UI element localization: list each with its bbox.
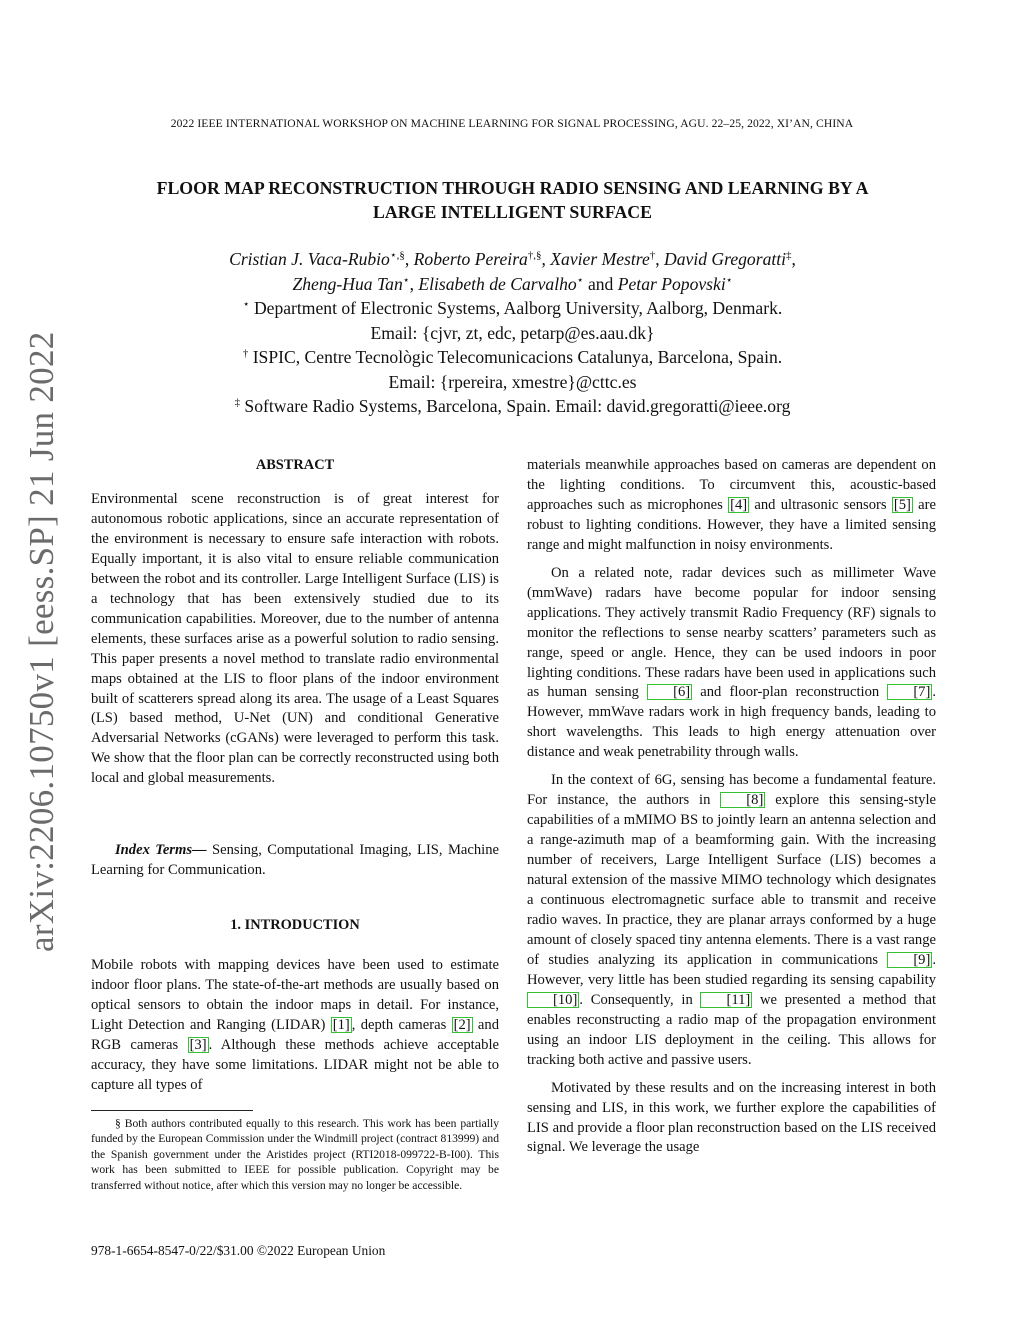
arxiv-identifier: arXiv:2206.10750v1 [eess.SP] 21 Jun 2022 (22, 331, 61, 952)
citation-link[interactable]: [7] (887, 684, 932, 700)
affiliation-3 (90, 394, 935, 419)
citation-link[interactable]: [8] (720, 792, 765, 808)
affiliation-2-email: Email: {rpereira, xmestre}@cttc.es (388, 371, 637, 392)
author-mark: †,§ (527, 249, 542, 262)
author-name: Elisabeth de Carvalho (418, 273, 577, 294)
author-name: Petar Popovski (617, 273, 726, 294)
citation-link[interactable]: [6] (647, 684, 692, 700)
author-conjunction: and (587, 273, 614, 294)
paper-title (90, 176, 935, 224)
citation-link[interactable]: [11] (700, 992, 752, 1008)
introduction-heading: 1. INTRODUCTION (230, 917, 360, 933)
abstract-text: Environmental scene reconstruction is of great interest for autonomous robotic applications, since an accurate representation of the environment is necessary to ensure safe interaction with robots. Equally important, it is also vital to ensure reliable communication between the robot and its controller. Large Intelligent Surface (LIS) is a technology that has been extensively studied due to its communication capabilities. Moreover, due to the number of antenna elements, these surfaces arise as a powerful solution to radio sensing. This paper presents a novel method to translate radio environmental maps obtained at the LIS to floor plans of the indoor environment built of scatterers spread along its area. The usage of a Least Squares (LS) based method, U-Net (UN) and conditional Generative Adversarial Networks (cGANs) were leveraged to perform this task. We show that the floor plan can be correctly reconstructed using both local and global measurements. (91, 491, 499, 787)
author-mark: ⋆ (576, 273, 584, 286)
citation-link[interactable]: [1] (332, 1016, 350, 1033)
author-mark: ‡ (786, 249, 792, 262)
affiliation-text: Software Radio Systems, Barcelona, Spain. Email: david.gregoratti@ieee.org (244, 396, 791, 416)
author-name: Roberto Pereira (413, 249, 528, 269)
title-line-2: LARGE INTELLIGENT SURFACE (373, 202, 652, 222)
citation-link[interactable]: [4] (730, 496, 748, 513)
affiliation-1 (90, 296, 935, 321)
index-terms-text: Sensing, Computational Imaging, LIS, Machine Learning for Communication. (91, 842, 499, 878)
author-name: Xavier Mestre (550, 249, 650, 269)
affiliation-text: ISPIC, Centre Tecnològic Telecomunicacions Catalunya, Barcelona, Spain. (252, 347, 783, 367)
affiliation-mark: ‡ (234, 396, 241, 409)
affiliation-2 (90, 345, 935, 370)
affiliation-mark: ⋆ (242, 298, 250, 311)
footnote-divider (91, 1110, 253, 1111)
affiliation-1-email: Email: {cjvr, zt, edc, petarp@es.aau.dk} (370, 322, 655, 343)
author-name: Zheng-Hua Tan (292, 273, 403, 294)
citation-link[interactable]: [9] (887, 952, 932, 968)
citation-link[interactable]: [10] (527, 992, 579, 1008)
intro-paragraph-1: Mobile robots with mapping devices have been used to estimate indoor floor plans. The state-of-the-art methods are usually based on optical sensors to obtain the indoor maps in detail. For instance, Light Detection and Ranging (LIDAR) [1] , depth cameras [2] and RGB cameras [3] . Although these methods achieve acceptable accuracy, they have some limitations. LIDAR might not be able to capture all types of (91, 957, 499, 1093)
author-mark: ⋆ (725, 273, 733, 286)
index-terms (91, 841, 499, 881)
copyright-footer: 978-1-6654-8547-0/22/$31.00 ©2022 European Union (91, 1243, 386, 1258)
affiliation-mark: † (242, 347, 249, 360)
affiliation-text: Department of Electronic Systems, Aalborg University, Aalborg, Denmark. (253, 298, 783, 318)
author-line-1: Cristian J. Vaca-Rubio⋆,§, Roberto Pereira†,§, Xavier Mestre†, David Gregoratti‡, (229, 249, 796, 269)
index-terms-label: Index Terms— (115, 842, 207, 858)
author-mark: † (649, 249, 656, 262)
author-mark: ⋆,§ (389, 249, 405, 262)
conference-header: 2022 IEEE INTERNATIONAL WORKSHOP ON MACHINE LEARNING FOR SIGNAL PROCESSING, AGU. 22–25, 2022, XI’AN, CHINA (170, 117, 854, 130)
citation-link[interactable]: [5] (893, 496, 911, 513)
footnote (91, 1116, 499, 1193)
author-mark: ⋆ (402, 273, 410, 286)
paragraph: Motivated by these results and on the increasing interest in both sensing and LIS, in this work, we further explore the capabilities of LIS and provide a floor plan reconstruction based on the LIS received signal. We leverage the usage (527, 1079, 936, 1156)
footnote-text: § Both authors contributed equally to this research. This work has been partially funded by the European Commission under the Windmill project (contract 813999) and the Spanish government under the Aristides project (RTI2018-099722-B-I00). This work has been submitted to IEEE for possible publication. Copyright may be transferred without notice, after which this version may no longer be accessible. (91, 1117, 499, 1192)
author-block (90, 247, 935, 419)
title-line-1: FLOOR MAP RECONSTRUCTION THROUGH RADIO SENSING AND LEARNING BY A (156, 178, 869, 198)
author-name: David Gregoratti (664, 249, 787, 269)
right-column (527, 456, 936, 1158)
paragraph: In the context of 6G, sensing has become a fundamental feature. For instance, the authors in [8] explore this sensing-style capabilities of a mMIMO BS to jointly learn an antenna selection and a range-azimuth map of a beamforming gain. With the increasing number of receivers, Large Intelligent Surface (LIS) becomes a natural extension of the massive MIMO technology which designates a continuous electromagnetic surface able to transmit and receive radio waves. In practice, they are planar arrays conformed by a huge amount of closely spaced tiny antenna elements. There is a vast range of studies analyzing its application in communications [9] . However, very little has been studied regarding its sensing capability [10] . Consequently, in [11] we presented a method that enables reconstructing a radio map of the propagation environment using an indoor LIS deployment in the ceiling. This allows for tracking both active and passive users. (527, 772, 936, 1068)
introduction-body (91, 956, 499, 1096)
paragraph: On a related note, radar devices such as millimeter Wave (mmWave) radars have become popular for indoor sensing applications. They actively transmit Radio Frequency (RF) signals to monitor the reflections to sense nearby scatters’ parameters such as range, speed or angle. Hence, they can be used indoors in poor lighting conditions. These radars have been used in applications such as human sensing [6] and floor-plan reconstruction [7] . However, mmWave radars work in high frequency bands, leading to short wavelengths. This leads to high energy attenuation over distance and weak penetrability through walls. (527, 564, 936, 761)
author-name: Cristian J. Vaca-Rubio (229, 249, 390, 269)
abstract-body (91, 490, 499, 789)
citation-link[interactable]: [3] (189, 1036, 207, 1053)
abstract-heading: ABSTRACT (255, 457, 335, 473)
paragraph: materials meanwhile approaches based on cameras are dependent on the lighting conditions. To circumvent this, acoustic-based approaches such as microphones [4] and ultrasonic sensors [5] are robust to lighting conditions. However, they have a limited sensing range and might malfunction in noisy environments. (527, 457, 936, 553)
author-line-2: Zheng-Hua Tan⋆, Elisabeth de Carvalho⋆ and Petar Popovski⋆ (292, 273, 733, 294)
citation-link[interactable]: [2] (453, 1016, 471, 1033)
